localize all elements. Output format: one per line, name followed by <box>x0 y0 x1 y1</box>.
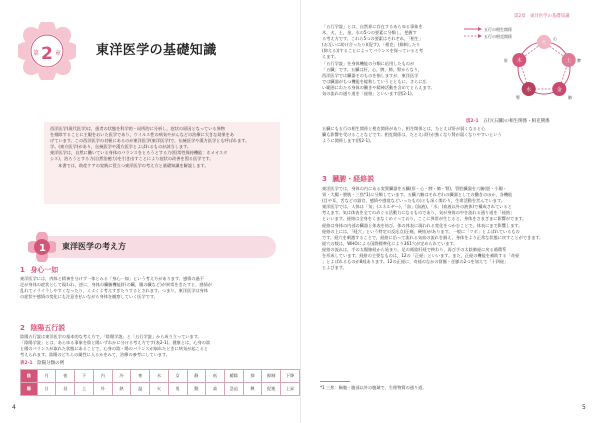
table-cell: 静 <box>187 370 206 383</box>
section-number: 1 <box>39 243 46 254</box>
body-line: 「陰陽学説」とは，あらゆる事象を陰と陽いずれかに分ける考え方です(表2-1)。健康とは，心身の陰 <box>20 340 211 346</box>
subsection-title: 陰陽五行説 <box>30 324 66 332</box>
table-caption-label: 表2-1 <box>20 361 33 366</box>
table-cell: 緩除 <box>224 370 243 383</box>
table-cell: 寒 <box>131 370 150 383</box>
body-line: 」とよばれるものが8経あります。12の正経に，奇経のなかの督脈・任脈の2つを加えて「十四経」 <box>322 259 509 265</box>
subsection-heading <box>322 174 374 184</box>
table-cell: 女 <box>168 370 187 383</box>
table-cell: 内 <box>93 370 112 383</box>
table-cell: 水 <box>150 370 169 383</box>
subsection-title: 臓腑・経絡説 <box>332 175 375 183</box>
intro-line: 西洋医学(現代医学)は，患者の状態を科学的・局所的に分析し，症状の原因となっている異物 <box>50 126 225 131</box>
body-line: 東洋医学には，肉体と精神を分けず一体とみる「身心一如」という考え方があります。感情の過不 <box>20 276 204 281</box>
body-line: 乱れてイライラしやすくなったり，くよくよ考えすぎたりするとされます。つまり，東洋医学は身体 <box>20 288 208 294</box>
table-cell: 冷 <box>112 370 131 383</box>
body-line: 経絡は身体の内部の臓器と体表を結び，体の体表に現われる変化をつかむことで，体表にまで影響します。 <box>322 222 523 228</box>
body-line: 考えます。気は体表を全てのめぐる活動力になるものであり，気が身体の中を流れる通り道を「経絡」 <box>322 210 515 216</box>
svg-text:章: 章 <box>55 50 62 57</box>
table-cell: 高 <box>206 383 225 396</box>
table-caption <box>20 360 64 366</box>
chapter-badge-flower-icon <box>18 22 76 80</box>
table-cell: 月 <box>37 370 56 383</box>
table-cell: 外 <box>93 383 112 396</box>
subsection-title: 身心一如 <box>30 266 59 274</box>
body-line: 東洋医学では，身体の内にある実質臓器を五臓(肝・心・脾・肺・腎)，管腔臓器を六腑(胆・小腸・ <box>322 186 507 191</box>
element-water: 水 <box>526 87 532 93</box>
table-cell: 昼 <box>56 383 75 396</box>
subsection-number: 1 <box>20 266 25 274</box>
body-line: (お互いに助け合ったり)(促す)，「相克」(抑制したり <box>322 42 421 48</box>
table-cell: 温 <box>131 383 150 396</box>
body-line: では臓器がもつ機能を総称していうとともに，さらに広 <box>322 78 427 84</box>
page-number: 5 <box>582 404 586 411</box>
table-caption-text: 陰陽分類の例 <box>37 361 65 366</box>
table-cell: 下 <box>75 370 94 383</box>
body-line: といいます。経絡は全身をくまなくめぐっており，ここに異常が生じると，身体をさまざまに影響がでます。 <box>322 216 527 222</box>
element-fire: 火 <box>541 40 547 46</box>
table-cell: 急迫 <box>224 383 243 396</box>
table-cell: 上 <box>75 383 94 396</box>
legend-sheng: 五行の相生関係 <box>484 27 512 32</box>
body-line: 経穴の数は，WHOによる国際標準化により361穴が定められています。 <box>322 240 458 246</box>
intro-line: 学。(東方医学)があり，伝統医学や漢方医学とよばれるものが該当します。 <box>50 144 192 150</box>
body-line: る考え方です。これら5つの要素はそれぞれ，「相生」 <box>322 36 423 42</box>
body-line: い範囲にわたる身体の働きや精神活動を含めてとらえます。 <box>322 84 435 90</box>
organ-label: 腎 <box>516 95 520 100</box>
table-cell: 抑 <box>243 370 262 383</box>
table-row-head: 陰 <box>21 370 38 383</box>
body-line: 西洋医学では臓器そのものを指しますが，東洋医学 <box>322 72 419 78</box>
table-cell: 上昇 <box>281 383 300 396</box>
footnote: *1 三焦：胸腹・腹部以外の腹域で，生理物質の通り道。 <box>320 385 427 390</box>
figure-caption <box>466 118 550 124</box>
body-line: 胃・大腸・膀胱・三焦*1)に分類しています。五臓六腑はそれぞれの臓器としての働きのほか，各機能 <box>322 192 513 198</box>
element-metal: 金 <box>556 87 562 93</box>
section-number-badge-icon <box>28 232 56 262</box>
body-line: 経絡の流れは，手の太陽肺経から始まり，足の厥陰肝経で終わり，再び手の太陰肺経に戻る循環系 <box>322 246 507 252</box>
table-cell: 夜 <box>56 370 75 383</box>
organ-label: 肝 <box>504 58 508 63</box>
subsection-body <box>20 276 282 300</box>
table-cell: 抑制 <box>262 370 281 383</box>
table-cell: 促進 <box>262 383 281 396</box>
legend-ke: 五行の相克関係 <box>484 34 512 39</box>
body-line: 五臓にも五行の相生関係と相克関係があり，相生関係とは，たとえば肝が弱くなると心 <box>322 126 486 131</box>
body-line: 木，火，土，金，水の5つの要素に分類し，把握す <box>322 30 417 36</box>
body-line: 「五臓」です。五臓は肝，心，脾，肺，腎からなり， <box>322 66 423 72</box>
five-elements-diagram <box>458 22 586 110</box>
table-row <box>21 383 300 396</box>
intro-box <box>44 122 280 204</box>
body-line: です。経穴を刺激することで，経絡に沿って流れる気血の流れを調え，身体をより正常な状態に戻すことができます。 <box>322 234 544 240</box>
body-line: 考えられます。陰陽のどちらの属性に入るかをみて，治療の参考にしています。 <box>20 352 170 358</box>
body-line: 「五行学説」を身体機能の分類に応用したものが <box>322 60 415 66</box>
table-cell: 低 <box>206 370 225 383</box>
subsection-heading <box>20 265 58 275</box>
section-title: 東洋医学の考え方 <box>62 242 126 251</box>
intro-line: 東洋医学は，自然に働いている身体のバランスをとろうとする力(恒常性保持機能：ホメオスタ <box>50 150 228 156</box>
body-line: えます。 <box>322 54 339 60</box>
body-line: 東洋医学では，人体は「気」(エネルギー)，「血」(血液)，「水」(血液以外の液体)で構成されていると <box>322 204 512 210</box>
body-line: 気の流れの通り道を「経絡」といいます(図2-1)。 <box>322 91 416 97</box>
running-head: 第2章 東洋医学の基礎知識 <box>514 14 570 19</box>
body-line: 臓も影響を受けることなどです。相克関係は，たとえば肝が強くなり腎が弱くなりやすいという <box>322 132 502 138</box>
intro-line: シス)，治ろうとする力(自然治癒力)を引き出すことにより症状の改善を図る医学です。 <box>50 156 214 162</box>
table-cell: 男 <box>168 383 187 396</box>
subsection-body <box>322 186 586 271</box>
subsection-body <box>20 334 282 358</box>
element-wood: 木 <box>516 58 522 64</box>
body-line: の症状や感情の変化にも注意を払いながら身体を観察していく医学です。 <box>20 294 158 300</box>
body-line: と陽のバランスが取れた状態にあることで，心身の陰・陽のバランスが崩れたときに病気が起こると <box>20 346 209 352</box>
body-line: 経絡の上には，「経穴」という特定の反応点(圧痛，硬結)があります。一般に「ツボ」とよばれているもの <box>322 228 520 234</box>
organ-label: 脾 <box>577 58 581 63</box>
table-cell: 下降 <box>281 370 300 383</box>
table-cell: 動 <box>187 383 206 396</box>
subsection-heading <box>20 323 65 333</box>
page-number: 4 <box>12 404 16 411</box>
body-line: (目や耳，舌などの器官，感情や感覚などいったもの)とも深く関わり，生命活動を営んでいます。 <box>322 198 505 204</box>
table-row <box>21 370 300 383</box>
footnote-divider <box>320 381 350 382</box>
svg-text:第: 第 <box>33 50 40 57</box>
body-line: 「五行学説」とは，自然界に存在するあらゆる事象を <box>322 24 423 29</box>
five-elements-text <box>322 24 454 97</box>
subsection-number: 2 <box>20 324 25 332</box>
table-cell: 興 <box>243 383 262 396</box>
table-cell: 火 <box>150 383 169 396</box>
yin-yang-table <box>20 369 300 396</box>
organs-text <box>322 126 584 144</box>
chapter-title: 東洋医学の基礎知識 <box>96 43 217 58</box>
subsection-number: 3 <box>322 175 327 183</box>
element-earth: 土 <box>566 58 572 64</box>
intro-line: を排除することに主眼をおいた医学であり，ウイルス性の病気やがんなどの治療に大きな効果をあ <box>50 132 235 138</box>
chapter-number: 2 <box>41 44 53 64</box>
intro-line: 本書では，助産ケアの実践に役立つ東洋医学の考え方と基礎知識を解説します。 <box>58 162 209 168</box>
table-cell: 熱 <box>112 383 131 396</box>
body-line: 陰陽五行説は東洋医学の基本的な考え方で，「陰陽学説」と「五行学説」から成り立っています。 <box>20 334 202 339</box>
figure-caption-text: 五行(五臓)の相生関係・相克関係 <box>483 119 550 124</box>
body-line: ように関係します(図2-1)。 <box>322 138 374 144</box>
figure-caption-label: 図2-1 <box>466 119 479 124</box>
organ-label: 肺 <box>568 95 572 100</box>
table-row-head: 陽 <box>21 383 38 396</box>
body-line: とよびます。 <box>322 265 347 271</box>
section-banner <box>34 236 276 258</box>
body-line: (抑える))することによってバランスを保っていると考 <box>322 48 424 54</box>
intro-line: げています。この西洋医学の対極にあるのが東洋医学(東洋医学)で，伝統医学や漢方医学とも呼ばれます。 <box>50 138 250 144</box>
body-line: 足が身体の症状として現われ，逆に，身体の臓腑機能(肝の臓，腸の臓など)が異常をきたすと，感情が <box>20 282 212 288</box>
body-line: を形成しています。経絡の主要なものは，12の「正経」といいます。また，正経の機能を補助する「奇経 <box>322 253 520 259</box>
organ-label: 心 <box>553 36 557 41</box>
table-cell: 日 <box>37 383 56 396</box>
